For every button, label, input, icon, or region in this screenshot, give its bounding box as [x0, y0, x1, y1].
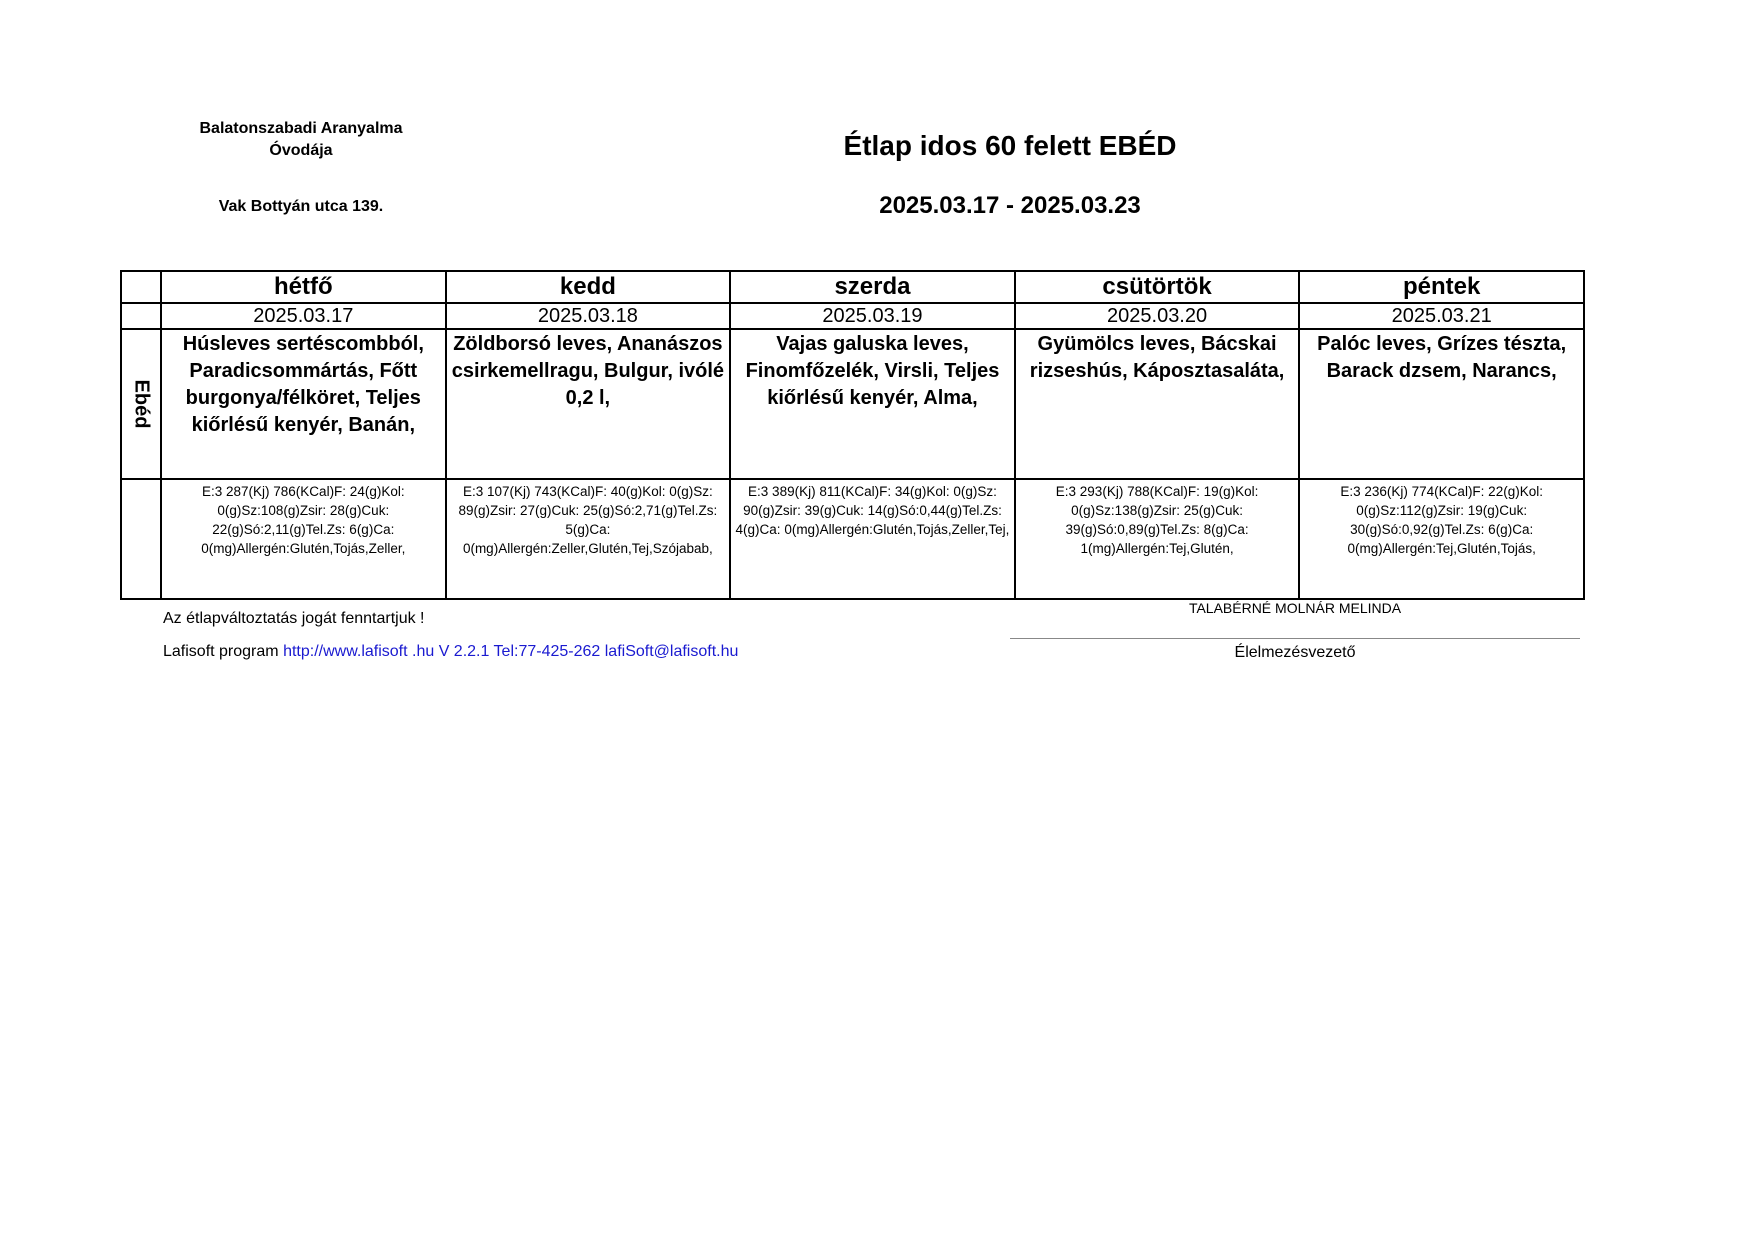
nutrition-text: E:3 287(Kj) 786(KCal)F: 24(g)Kol: 0(g)Sz:108(g)Zsir: 28(g)Cuk: 22(g)Só:2,11(g)Tel.Zs: 6(g)Ca: 0(mg)Allergén:Glutén,Tojás,Zeller,	[201, 484, 406, 556]
dish-cell	[161, 329, 446, 479]
day-date: 2025.03.20	[1107, 305, 1208, 327]
day-date: 2025.03.19	[822, 305, 923, 327]
corner-cell	[121, 479, 161, 599]
nutrition-text: E:3 107(Kj) 743(KCal)F: 40(g)Kol: 0(g)Sz: 89(g)Zsir: 27(g)Cuk: 25(g)Só:2,71(g)Tel.Zs: 5(g)Ca: 0(mg)Allergén:Zeller,Glutén,Tej,Szójabab,	[458, 484, 718, 556]
nutrition-cell	[730, 479, 1015, 599]
day-name: péntek	[1402, 273, 1481, 300]
day-name: kedd	[559, 273, 616, 300]
school-address: Vak Bottyán utca 139.	[218, 198, 384, 215]
dish-text: Gyümölcs leves, Bácskai rizseshús, Káposztasaláta,	[1029, 333, 1285, 382]
signer-name: TALABÉRNÉ MOLNÁR MELINDA	[1188, 600, 1402, 616]
dish-text: Húsleves sertéscombból, Paradicsommártás, Főtt burgonya/félköret, Teljes kiőrlésű kenyér, Banán,	[182, 333, 424, 436]
day-date-cell	[1015, 303, 1300, 329]
dish-text: Vajas galuska leves, Finomfőzelék, Virsli, Teljes kiőrlésű kenyér, Alma,	[745, 333, 1000, 409]
day-name: csütörtök	[1102, 273, 1212, 300]
meal-label: Ebéd	[130, 379, 153, 429]
nutrition-text: E:3 293(Kj) 788(KCal)F: 19(g)Kol: 0(g)Sz:138(g)Zsir: 25(g)Cuk: 39(g)Só:0,89(g)Tel.Zs: 8(g)Ca: 1(mg)Allergén:Tej,Glutén,	[1055, 484, 1259, 556]
meal-label-cell	[121, 329, 161, 479]
program-label: Lafisoft program	[163, 643, 279, 660]
nutrition-cell	[1299, 479, 1584, 599]
change-notice: Az étlapváltoztatás jogát fenntartjuk !	[163, 610, 425, 627]
dish-cell	[1299, 329, 1584, 479]
nutrition-row	[121, 479, 1584, 599]
school-name-line2: Óvodája	[269, 142, 333, 159]
day-header-cell	[730, 271, 1015, 303]
dish-text: Zöldborsó leves, Ananászos csirkemellragu, Bulgur, ivólé 0,2 l,	[451, 333, 725, 409]
nutrition-cell	[161, 479, 446, 599]
day-date-cell	[446, 303, 731, 329]
program-link[interactable]: http://www.lafisoft .hu V 2.2.1 Tel:77-425-262 lafiSoft@lafisoft.hu	[283, 643, 739, 660]
day-date-cell	[730, 303, 1015, 329]
day-header-cell	[1015, 271, 1300, 303]
day-date: 2025.03.21	[1391, 305, 1492, 327]
date-range: 2025.03.17 - 2025.03.23	[879, 192, 1141, 219]
signer-role: Élelmezésvezető	[1234, 644, 1356, 661]
day-date-cell	[161, 303, 446, 329]
school-name-line1: Balatonszabadi Aranyalma	[199, 120, 403, 137]
nutrition-cell	[1015, 479, 1300, 599]
day-date: 2025.03.18	[537, 305, 638, 327]
corner-cell	[121, 271, 161, 303]
corner-cell	[121, 303, 161, 329]
day-header-cell	[446, 271, 731, 303]
dish-row	[121, 329, 1584, 479]
page-title: Étlap idos 60 felett EBÉD	[843, 130, 1177, 161]
day-name-row	[121, 271, 1584, 303]
dish-cell	[1015, 329, 1300, 479]
dish-text: Palóc leves, Grízes tészta, Barack dzsem, Narancs,	[1317, 333, 1567, 382]
nutrition-text: E:3 236(Kj) 774(KCal)F: 22(g)Kol: 0(g)Sz:112(g)Zsir: 19(g)Cuk: 30(g)Só:0,92(g)Tel.Zs: 6(g)Ca: 0(mg)Allergén:Tej,Glutén,Tojás,	[1340, 484, 1543, 556]
day-name: szerda	[834, 273, 911, 300]
program-footer	[163, 643, 738, 661]
nutrition-text: E:3 389(Kj) 811(KCal)F: 34(g)Kol: 0(g)Sz: 90(g)Zsir: 39(g)Cuk: 14(g)Só:0,44(g)Tel.Zs: 4(g)Ca: 0(mg)Allergén:Glutén,Tojás,Zeller,Tej,	[735, 484, 1010, 537]
menu-table	[120, 270, 1585, 600]
nutrition-cell	[446, 479, 731, 599]
day-date: 2025.03.17	[253, 305, 354, 327]
dish-cell	[730, 329, 1015, 479]
day-header-cell	[161, 271, 446, 303]
day-date-row	[121, 303, 1584, 329]
day-name: hétfő	[273, 273, 333, 300]
signature-line	[1010, 638, 1580, 639]
dish-cell	[446, 329, 731, 479]
day-header-cell	[1299, 271, 1584, 303]
day-date-cell	[1299, 303, 1584, 329]
school-name	[160, 118, 442, 162]
